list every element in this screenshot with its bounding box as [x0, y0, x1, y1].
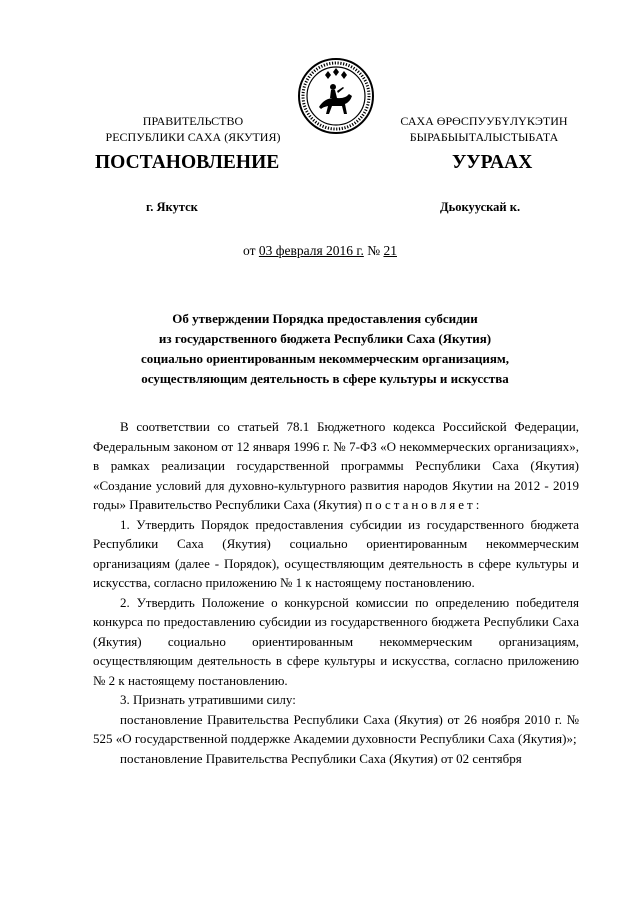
title-line-4: осуществляющим деятельность в сфере культуры и искусства — [141, 371, 509, 386]
city-ru: г. Якутск — [146, 200, 198, 214]
item-3: 3. Признать утратившими силу: — [120, 692, 296, 707]
gov-line1-sakha: САХА ӨРӨСПУУБҮЛҮКЭТИН — [400, 114, 568, 128]
number-sign: № — [367, 243, 381, 258]
decree-date-line — [0, 243, 640, 259]
item-3b: постановление Правительства Республики Саха (Якутия) от 02 сентября — [120, 750, 522, 766]
title-line-2: из государственного бюджета Республики Саха (Якутия) — [158, 331, 492, 346]
title-line-3: социально ориентированным некоммерческим организациям, — [140, 351, 510, 366]
gov-line1-ru: ПРАВИТЕЛЬСТВО — [142, 114, 244, 128]
gov-line2-sakha: БЫРАБЫЫТАЛЫСТЫБАТА — [409, 130, 559, 144]
gov-line2-ru: РЕСПУБЛИКИ САХА (ЯКУТИЯ) — [105, 130, 281, 144]
intro-paragraph — [93, 417, 579, 515]
item-1: 1. Утвердить Порядок предоставления субсидии из государственного бюджета Республики Саха (Якутия) социально ориентированным некоммерческим организациям (далее - Порядок), осуществляющим деятельность в сфере культуры и искусства, согласно приложению № 1 к настоящему постановлению. — [93, 516, 579, 590]
item-3a: постановление Правительства Республики Саха (Якутия) от 26 ноября 2010 г. № 525 «О государственной поддержке Академии духовности Республики Саха (Якутия)»; — [93, 711, 579, 746]
document-body — [93, 417, 579, 768]
city-sakha: Дьокуускай к. — [440, 200, 521, 214]
decree-date: 03 февраля 2016 г. — [258, 243, 364, 258]
date-prefix: от — [243, 243, 256, 258]
intro-text: В соответствии со статьей 78.1 Бюджетного кодекса Российской Федерации, Федеральным законом от 12 января 1996 г. № 7-ФЗ «О некоммерческих организациях», в рамках реализации государственной программы Республики Саха (Якутия) «Создание условий для духовно-культурного развития народов Якутии на 2012 - 2019 годы» Правительство Республики Саха (Якутия) — [93, 419, 579, 512]
decree-number: 21 — [383, 243, 397, 258]
decree-word: постановляет: — [365, 497, 483, 512]
doc-type-title-sakha: УУРААХ — [452, 152, 533, 173]
doc-type-title-ru: ПОСТАНОВЛЕНИЕ — [95, 152, 280, 173]
government-name-ru — [88, 113, 298, 145]
government-name-sakha — [384, 113, 584, 145]
document-title — [92, 309, 558, 389]
coat-of-arms-emblem — [297, 57, 375, 135]
item-2: 2. Утвердить Положение о конкурсной комиссии по определению победителя конкурса по предоставлению субсидии из государственного бюджета Республики Саха (Якутия) социально ориентированным некоммерческим организациям, осуществляющим деятельность в сфере культуры и искусства, согласно приложению № 2 к настоящему постановлению. — [93, 594, 579, 688]
title-line-1: Об утверждении Порядка предоставления субсидии — [172, 311, 478, 326]
